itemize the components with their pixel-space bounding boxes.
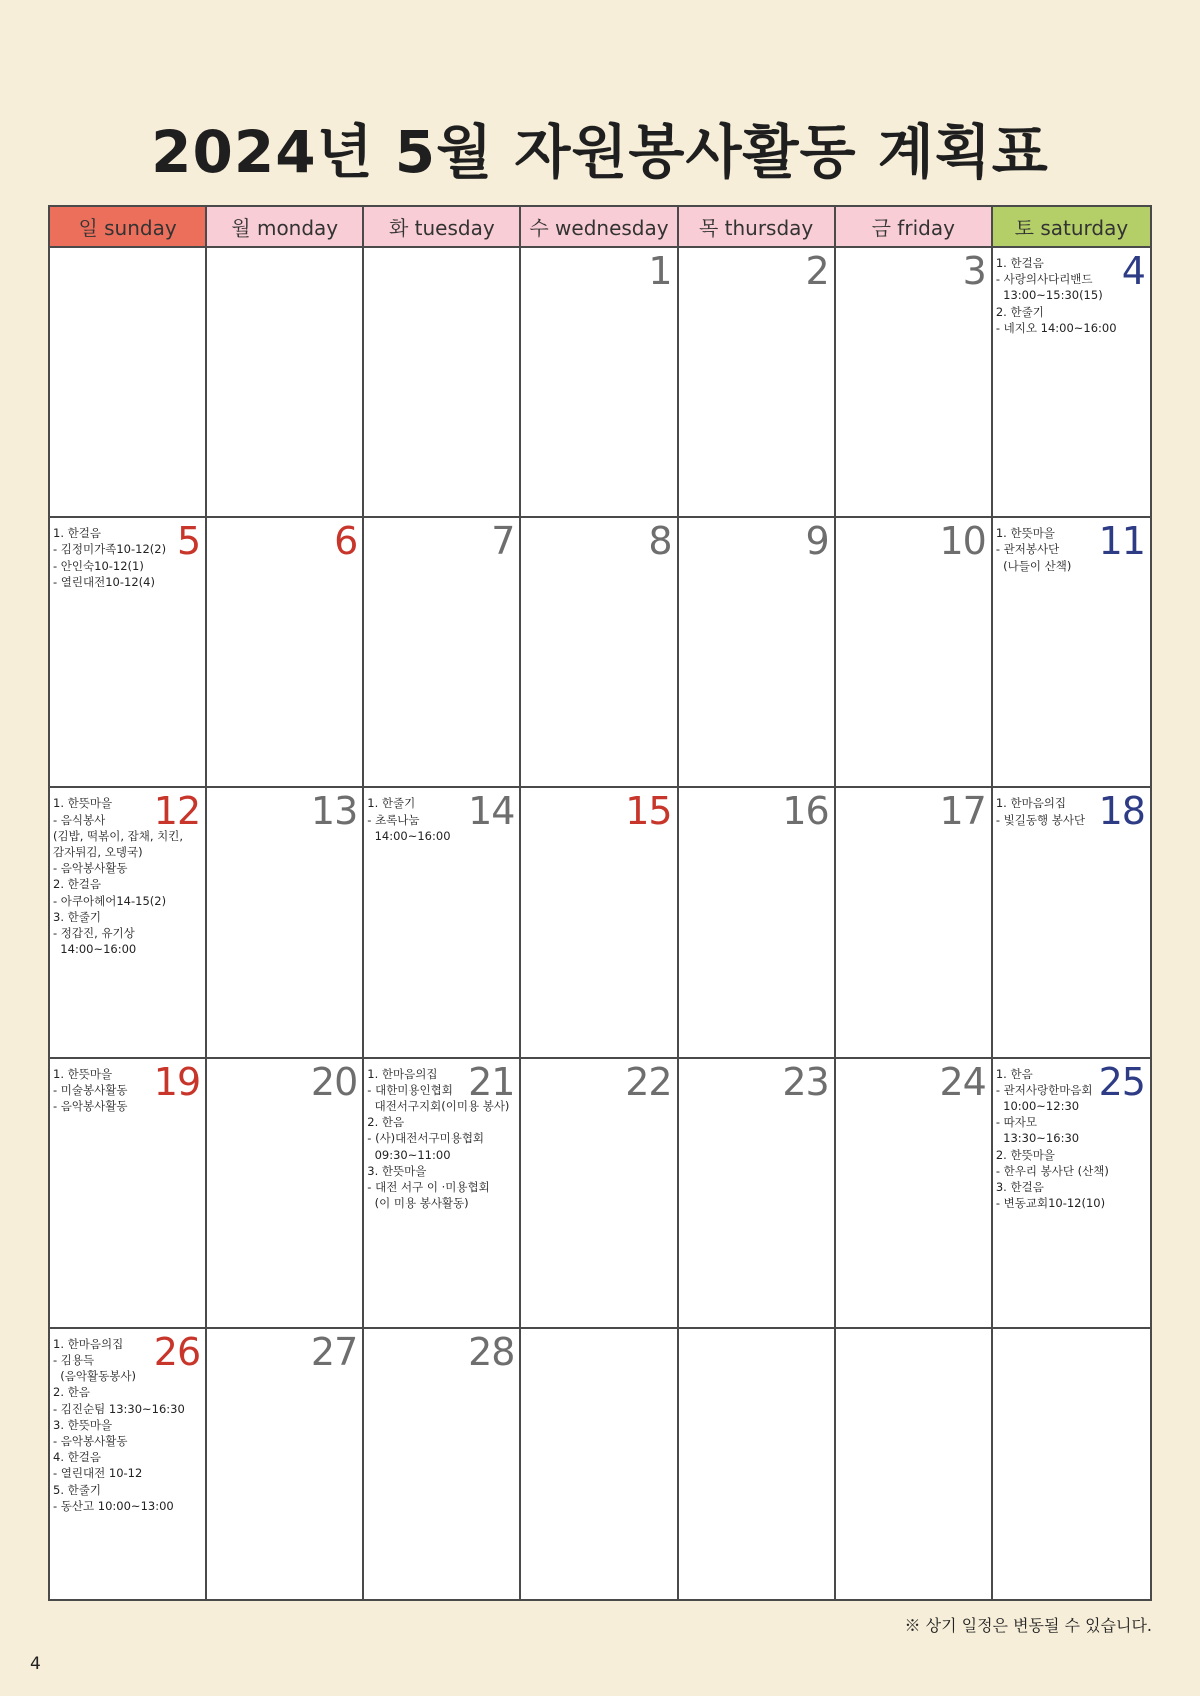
note-line: - 빛길동행 봉사단 xyxy=(995,812,1086,827)
day-cell xyxy=(50,1059,207,1329)
note-line: 09:30~11:00 xyxy=(367,1147,451,1162)
note-line: - (사)대전서구미용협회 xyxy=(367,1131,485,1146)
day-number: 4 xyxy=(1121,249,1145,293)
note-line: - 사랑의사다리밴드 xyxy=(995,272,1093,287)
header-day-1: 월 monday xyxy=(207,207,364,248)
page-title: 2024년 5월 자원봉사활동 계획표 xyxy=(151,118,1049,186)
header-day-5: 금 friday xyxy=(836,207,993,248)
day-cell xyxy=(993,1329,1150,1599)
note-line: - 미술봉사활동 xyxy=(53,1082,128,1097)
note-line: - 관저사랑한마음회 xyxy=(995,1082,1093,1097)
day-number: 13 xyxy=(310,789,358,834)
day-number: 10 xyxy=(939,519,986,564)
day-number: 21 xyxy=(468,1059,515,1104)
note-line: - 음악봉사활동 xyxy=(53,1099,128,1113)
note-line: 2. 한음 xyxy=(367,1115,405,1130)
day-number: 11 xyxy=(1098,519,1145,564)
note-line: - 초록나눔 xyxy=(367,812,420,827)
page-number: 4 xyxy=(30,1654,41,1674)
day-number: 19 xyxy=(153,1059,201,1104)
day-cell xyxy=(207,248,364,518)
note-line: 1. 한걸음 xyxy=(995,256,1044,270)
day-cell xyxy=(521,1329,678,1599)
note-line: 2. 한걸음 xyxy=(53,877,101,892)
header-day-2: 화 tuesday xyxy=(364,207,521,248)
day-number: 12 xyxy=(153,789,201,834)
day-cell xyxy=(50,518,207,788)
day-cell xyxy=(836,1329,993,1599)
note-line: - 변동교회10-12(10) xyxy=(995,1196,1106,1211)
day-number: 1 xyxy=(648,249,672,293)
note-line: 3. 한줄기 xyxy=(53,909,101,924)
note-line: 13:30~16:30 xyxy=(995,1131,1080,1146)
day-cell xyxy=(364,248,521,518)
note-line: - 음식봉사 xyxy=(53,812,106,827)
note-line: 10:00~12:30 xyxy=(995,1099,1080,1113)
note-line: 3. 한걸음 xyxy=(995,1180,1044,1195)
note-line: 5. 한줄기 xyxy=(53,1482,101,1497)
note-line: - 한우리 봉사단 (산책) xyxy=(995,1163,1109,1178)
note-line: 14:00~16:00 xyxy=(53,942,137,957)
day-number: 24 xyxy=(939,1059,986,1104)
note-line: (나들이 산책) xyxy=(995,558,1072,573)
note-line: - 김정미가족10-12(2) xyxy=(53,542,167,557)
day-number: 26 xyxy=(153,1329,201,1374)
day-cell xyxy=(364,518,521,788)
note-line: - 열린대전10-12(4) xyxy=(53,574,155,589)
note-line: - 김진순팀 13:30~16:30 xyxy=(53,1401,185,1416)
day-number: 22 xyxy=(625,1059,672,1104)
day-cell xyxy=(679,788,836,1058)
day-number: 28 xyxy=(468,1329,515,1374)
header-day-4: 목 thursday xyxy=(679,207,836,248)
note-line: - 따자모 xyxy=(995,1115,1037,1130)
note-line: - 정갑진, 유기상 xyxy=(53,926,135,941)
day-cell xyxy=(364,788,521,1058)
day-number: 17 xyxy=(939,789,986,834)
note-line: 1. 한뜻마을 xyxy=(53,796,113,811)
day-cell xyxy=(207,1329,364,1599)
day-number: 20 xyxy=(310,1059,358,1104)
day-cell xyxy=(836,248,993,518)
day-number: 14 xyxy=(468,789,515,834)
day-cell xyxy=(993,248,1150,518)
day-cell xyxy=(679,1329,836,1599)
note-line: - 네지오 14:00~16:00 xyxy=(995,320,1117,335)
day-number: 6 xyxy=(334,519,358,564)
note-line: 2. 한음 xyxy=(53,1385,90,1400)
header-day-6: 토 saturday xyxy=(993,207,1150,248)
day-cell xyxy=(364,1329,521,1599)
header-day-0: 일 sunday xyxy=(50,207,207,248)
day-cell xyxy=(50,1329,207,1599)
note-line: 4. 한걸음 xyxy=(53,1450,101,1465)
day-cell xyxy=(836,1059,993,1329)
note-line: - 아쿠아헤어14-15(2) xyxy=(53,893,167,908)
note-line: (음악활동봉사) xyxy=(53,1369,136,1384)
note-line: (김밥, 떡볶이, 잡채, 치킨, xyxy=(53,828,184,843)
day-number: 25 xyxy=(1098,1059,1145,1104)
day-cell xyxy=(521,518,678,788)
day-number: 7 xyxy=(491,519,515,564)
note-line: 1. 한음 xyxy=(995,1066,1033,1081)
day-number: 27 xyxy=(310,1329,358,1374)
note-line: 1. 한마음의집 xyxy=(53,1336,124,1351)
day-number: 15 xyxy=(625,789,672,834)
note-line: - 음악봉사활동 xyxy=(53,1434,128,1449)
day-cell xyxy=(207,518,364,788)
day-cell xyxy=(836,518,993,788)
day-cell xyxy=(993,518,1150,788)
note-line: - 동산고 10:00~13:00 xyxy=(53,1498,174,1513)
day-number: 18 xyxy=(1098,789,1145,834)
day-cell xyxy=(521,788,678,1058)
note-line: 1. 한뜻마을 xyxy=(53,1066,113,1081)
note-line: 대전서구지회(이미용 봉사) xyxy=(367,1099,510,1113)
day-cell xyxy=(521,1059,678,1329)
day-number: 9 xyxy=(805,519,829,564)
day-cell xyxy=(993,1059,1150,1329)
note-line: 13:00~15:30(15) xyxy=(995,288,1103,303)
note-line: - 음악봉사활동 xyxy=(53,861,128,876)
day-number: 16 xyxy=(782,789,829,834)
note-line: 1. 한마음의집 xyxy=(995,796,1067,811)
footnote: ※ 상기 일정은 변동될 수 있습니다. xyxy=(904,1616,1152,1635)
day-cell xyxy=(207,788,364,1058)
day-number: 2 xyxy=(805,249,829,293)
day-number: 5 xyxy=(176,519,201,564)
calendar-grid xyxy=(48,205,1152,1601)
note-line: - 김용득 xyxy=(53,1353,95,1367)
note-line: 3. 한뜻마을 xyxy=(53,1417,113,1432)
note-line: - 대한미용인협회 xyxy=(367,1082,453,1097)
day-cell xyxy=(50,248,207,518)
day-cell xyxy=(679,248,836,518)
note-line: - 안인숙10-12(1) xyxy=(53,558,144,573)
day-cell xyxy=(993,788,1150,1058)
note-line: 1. 한걸음 xyxy=(53,526,101,541)
day-cell xyxy=(679,1059,836,1329)
day-cell xyxy=(50,788,207,1058)
note-line: 1. 한뜻마을 xyxy=(995,526,1055,541)
note-line: 감자튀김, 오뎅국) xyxy=(53,845,143,859)
day-cell xyxy=(836,788,993,1058)
day-cell xyxy=(207,1059,364,1329)
note-line: 1. 한마음의집 xyxy=(367,1066,438,1081)
day-cell xyxy=(679,518,836,788)
note-line: - 열린대전 10-12 xyxy=(53,1466,143,1481)
day-cell xyxy=(364,1059,521,1329)
day-number: 8 xyxy=(648,519,672,564)
note-line: 2. 한뜻마을 xyxy=(995,1147,1055,1162)
note-line: - 대전 서구 이 ·미용협회 xyxy=(367,1180,490,1195)
header-day-3: 수 wednesday xyxy=(521,207,678,248)
day-number: 3 xyxy=(962,249,986,293)
day-number: 23 xyxy=(782,1059,829,1104)
note-line: 14:00~16:00 xyxy=(367,828,451,843)
day-cell xyxy=(521,248,678,518)
note-line: - 관저봉사단 xyxy=(995,542,1060,557)
note-line: 2. 한줄기 xyxy=(995,304,1044,319)
note-line: 1. 한줄기 xyxy=(367,796,416,811)
note-line: (이 미용 봉사활동) xyxy=(367,1196,469,1211)
note-line: 3. 한뜻마을 xyxy=(367,1163,427,1178)
